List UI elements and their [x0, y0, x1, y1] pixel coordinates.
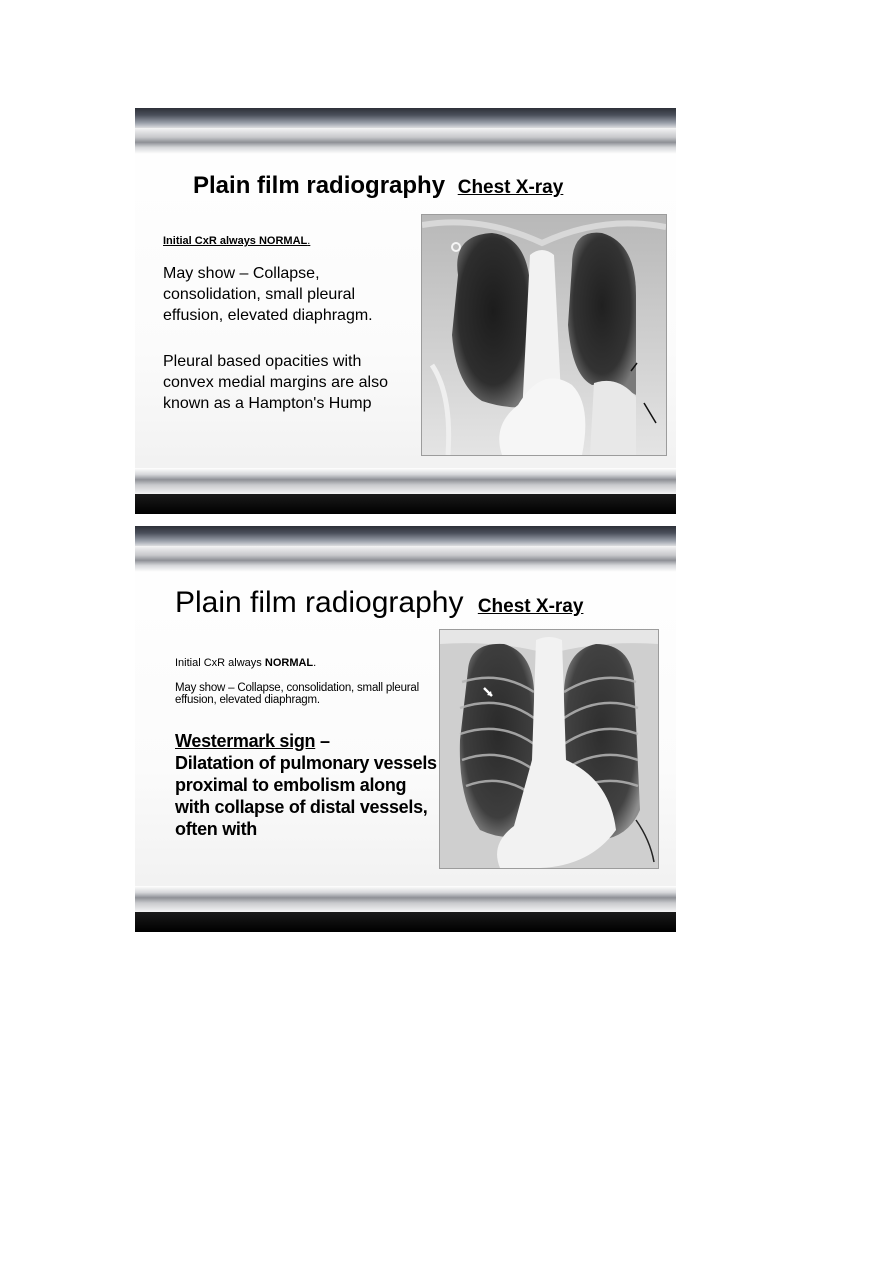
may-show-paragraph: May show – Collapse, consolidation, small pleural effusion, elevated diaphragm.	[175, 682, 419, 706]
westermark-paragraph	[175, 730, 443, 840]
slide-bottom-bar	[135, 494, 676, 514]
slide-top-bar	[135, 108, 676, 128]
slide-subtitle: Chest X-ray	[457, 177, 564, 198]
initial-cxr-note: Initial CxR always NORMAL.	[163, 235, 311, 247]
slide-hamptons-hump	[135, 108, 676, 514]
slide-title	[175, 586, 583, 620]
westermark-sign-heading: Westermark sign	[175, 731, 316, 751]
slide-title-text: Plain film radiography	[175, 586, 464, 619]
initial-cxr-normal: NORMAL	[264, 657, 314, 669]
slide-title-text: Plain film radiography	[193, 172, 446, 199]
may-show-paragraph: May show – Collapse, consolidation, small pleural effusion, elevated diaphragm.	[163, 265, 373, 324]
slide-bottom-band	[135, 468, 676, 494]
initial-cxr-note: Initial CxR always NORMAL.	[175, 657, 317, 669]
slide-top-bar	[135, 526, 676, 546]
chest-xray-graphic	[440, 630, 658, 868]
initial-cxr-text: Initial CxR always NORMAL	[163, 235, 308, 247]
slide-subtitle: Chest X-ray	[477, 596, 584, 617]
slide-westermark-sign	[135, 526, 676, 932]
initial-cxr-prefix: Initial CxR always	[175, 657, 262, 669]
chest-xray-graphic	[422, 215, 666, 455]
westermark-dash: –	[319, 731, 330, 751]
slide-bottom-bar	[135, 912, 676, 932]
hamptons-hump-paragraph: Pleural based opacities with convex medial margins are also known as a Hampton's Hump	[163, 353, 388, 412]
chest-xray-image	[421, 214, 667, 456]
slide-bottom-band	[135, 886, 676, 912]
westermark-description: Dilatation of pulmonary vessels proximal to embolism along with collapse of distal vessels, often with	[175, 753, 437, 839]
slide-top-band	[135, 546, 676, 572]
slide-top-band	[135, 128, 676, 154]
slide-title	[193, 172, 563, 200]
chest-xray-image	[439, 629, 659, 869]
